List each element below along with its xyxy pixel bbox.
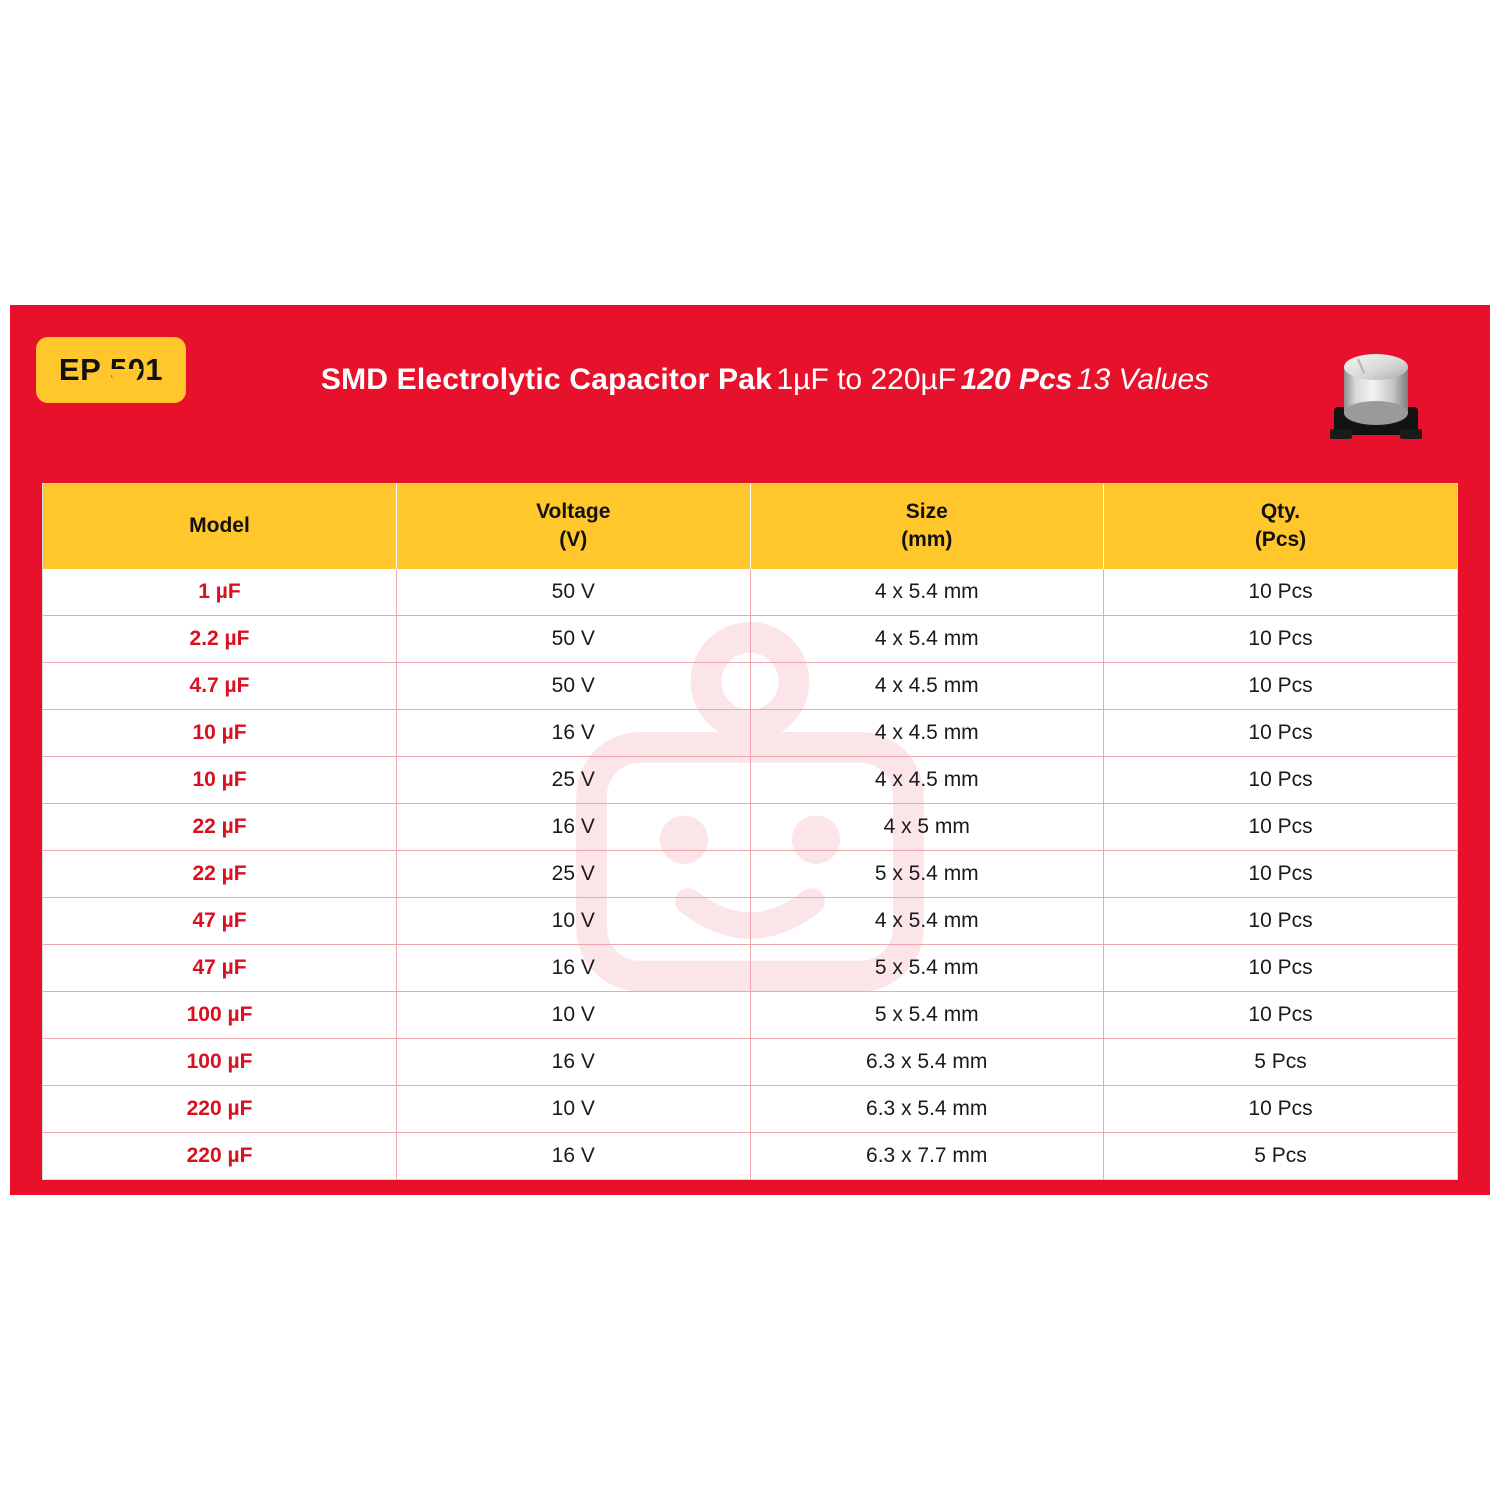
cell-qty: 5 Pcs — [1254, 1143, 1307, 1167]
product-spec-card — [10, 305, 1490, 1195]
column-header-size-line2: (mm) — [901, 528, 953, 552]
cell-size: 6.3 x 5.4 mm — [750, 1038, 1104, 1085]
card-header — [10, 305, 1490, 480]
cell-voltage: 10 V — [397, 991, 751, 1038]
column-header-voltage-line1: Voltage — [536, 500, 611, 523]
cell-qty: 10 Pcs — [1104, 897, 1458, 944]
cell-qty: 10 Pcs — [1104, 944, 1458, 991]
table-row — [43, 1038, 1457, 1085]
cell-size: 4 x 5.4 mm — [750, 569, 1104, 616]
table-row — [43, 756, 1457, 803]
cell-qty: 10 Pcs — [1104, 569, 1458, 616]
cell-voltage: 10 V — [397, 1085, 751, 1132]
table-row — [43, 709, 1457, 756]
cell-size: 5 x 5.4 mm — [750, 991, 1104, 1038]
cell-size: 4 x 5.4 mm — [750, 897, 1104, 944]
column-header-voltage — [397, 484, 751, 569]
table-row — [43, 991, 1457, 1038]
cell-model: 2.2 µF — [43, 615, 397, 662]
cell-qty: 10 Pcs — [1104, 615, 1458, 662]
column-header-qty-line1: Qty. — [1260, 500, 1301, 523]
cell-size: 4 x 4.5 mm — [750, 756, 1104, 803]
table-row — [43, 897, 1457, 944]
title-pieces-text: 120 Pcs — [960, 363, 1073, 396]
table-row — [43, 944, 1457, 991]
cell-voltage: 16 V — [397, 803, 751, 850]
spec-table-body — [43, 569, 1457, 1179]
spec-table — [43, 484, 1457, 1179]
cell-model: 22 µF — [43, 803, 397, 850]
cell-qty: 10 Pcs — [1104, 662, 1458, 709]
column-header-size — [750, 484, 1104, 569]
model-badge-pointer — [108, 369, 142, 403]
cell-voltage: 16 V — [397, 944, 751, 991]
cell-model: 100 µF — [43, 1038, 397, 1085]
cell-model: 4.7 µF — [43, 662, 397, 709]
cell-model: 220 µF — [43, 1132, 397, 1179]
spec-table-head — [43, 484, 1457, 569]
column-header-voltage-line2: (V) — [559, 528, 588, 552]
table-row — [43, 615, 1457, 662]
title-values-text: 13 Values — [1076, 363, 1210, 396]
cell-voltage: 16 V — [397, 709, 751, 756]
smd-electrolytic-capacitor-icon — [1328, 345, 1424, 445]
cell-voltage: 50 V — [397, 662, 751, 709]
cell-size: 5 x 5.4 mm — [750, 850, 1104, 897]
cell-voltage: 16 V — [397, 1132, 751, 1179]
cell-size: 4 x 4.5 mm — [750, 709, 1104, 756]
table-row — [43, 662, 1457, 709]
capacitor-photo — [1328, 345, 1424, 445]
table-row — [43, 1132, 1457, 1179]
cell-model: 47 µF — [43, 897, 397, 944]
cell-size: 6.3 x 5.4 mm — [750, 1085, 1104, 1132]
cell-size: 4 x 5 mm — [750, 803, 1104, 850]
cell-size: 4 x 5.4 mm — [750, 615, 1104, 662]
cell-model: 47 µF — [43, 944, 397, 991]
cell-size: 5 x 5.4 mm — [750, 944, 1104, 991]
title-range-text: 1µF to 220µF — [776, 363, 957, 396]
cell-size: 6.3 x 7.7 mm — [750, 1132, 1104, 1179]
cell-voltage: 25 V — [397, 756, 751, 803]
cell-voltage: 50 V — [397, 615, 751, 662]
column-header-model — [43, 484, 397, 569]
column-header-model-line1: Model — [189, 514, 250, 538]
spec-table-container — [42, 483, 1458, 1180]
cell-size: 4 x 4.5 mm — [750, 662, 1104, 709]
cell-voltage: 50 V — [397, 569, 751, 616]
cell-model: 10 µF — [43, 709, 397, 756]
column-header-qty — [1104, 484, 1458, 569]
table-row — [43, 569, 1457, 616]
table-row — [43, 1085, 1457, 1132]
cell-voltage: 16 V — [397, 1038, 751, 1085]
cell-qty: 5 Pcs — [1104, 1038, 1458, 1085]
cell-qty: 10 Pcs — [1104, 850, 1458, 897]
cell-qty: 10 Pcs — [1104, 709, 1458, 756]
cell-model: 10 µF — [43, 756, 397, 803]
cell-voltage: 10 V — [397, 897, 751, 944]
column-header-size-line1: Size — [905, 500, 948, 523]
cell-model: 1 µF — [43, 569, 397, 616]
table-row — [43, 803, 1457, 850]
cell-model: 100 µF — [43, 991, 397, 1038]
cell-model: 22 µF — [43, 850, 397, 897]
cell-qty: 10 Pcs — [1104, 756, 1458, 803]
model-badge-label: EP 501 — [58, 352, 164, 387]
cell-voltage: 25 V — [397, 850, 751, 897]
cell-qty: 10 Pcs — [1104, 991, 1458, 1038]
cell-model: 220 µF — [43, 1085, 397, 1132]
cell-qty: 10 Pcs — [1104, 803, 1458, 850]
table-header-row — [43, 484, 1457, 569]
table-row — [43, 850, 1457, 897]
column-header-qty-line2: (Pcs) — [1254, 528, 1307, 552]
page-title — [220, 363, 1310, 397]
cell-qty: 10 Pcs — [1104, 1085, 1458, 1132]
title-main-text: SMD Electrolytic Capacitor Pak — [320, 363, 773, 396]
